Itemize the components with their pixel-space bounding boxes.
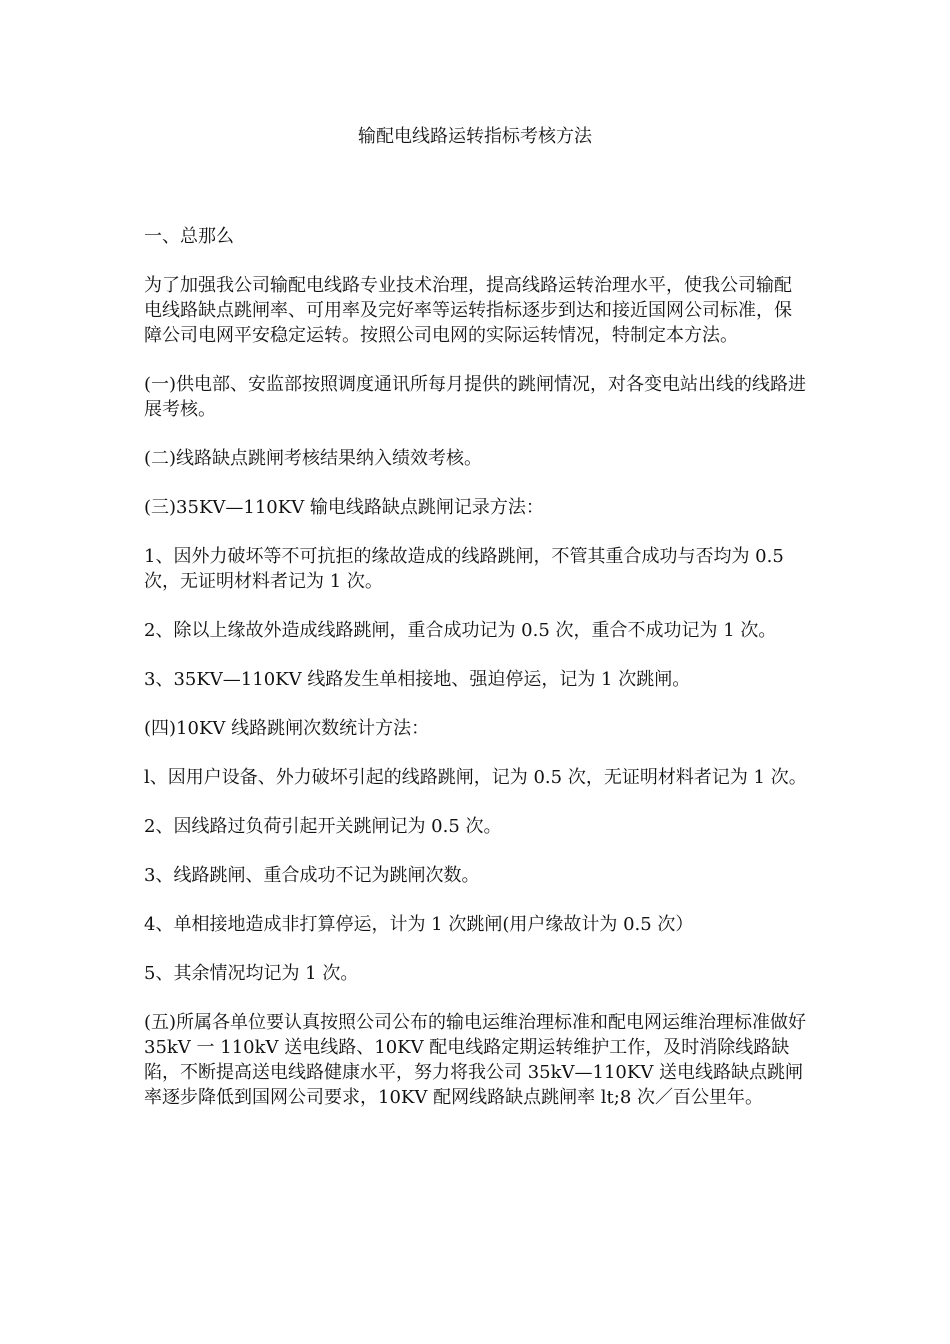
document-title: 输配电线路运转指标考核方法 bbox=[358, 126, 592, 147]
document-body bbox=[144, 224, 808, 1134]
paragraph-rule-3-1: 1、因外力破坏等不可抗拒的缘故造成的线路跳闸，不管其重合成功与否均为 0.5 次，无证明材料者记为 1 次。 bbox=[144, 546, 784, 592]
paragraph-purpose: 为了加强我公司输配电线路专业技术治理，提高线路运转治理水平，使我公司输配电线路缺点跳闸率、可用率及完好率等运转指标逐步到达和接近国网公司标准，保障公司电网平安稳定运转。按照公司电网的实际运转情况，特制定本方法。 bbox=[144, 275, 792, 346]
paragraph-rule-4-1: l、因用户设备、外力破坏引起的线路跳闸，记为 0.5 次，无证明材料者记为 1 次。 bbox=[144, 767, 807, 788]
paragraph-rule-3-2: 2、除以上缘故外造成线路跳闸，重合成功记为 0.5 次，重合不成功记为 1 次。 bbox=[144, 620, 777, 641]
section-heading-general: 一、总那么 bbox=[144, 226, 234, 247]
paragraph-rule-4-3: 3、线路跳闸、重合成功不记为跳闸次数。 bbox=[144, 865, 480, 886]
paragraph-item-2: (二)线路缺点跳闸考核结果纳入绩效考核。 bbox=[144, 448, 483, 469]
paragraph-rule-4-4: 4、单相接地造成非打算停运，计为 1 次跳闸(用户缘故计为 0.5 次） bbox=[144, 914, 694, 935]
paragraph-item-5: (五)所属各单位要认真按照公司公布的输电运维治理标准和配电网运维治理标准做好 35kV 一 110kV 送电线路、10KV 配电线路定期运转维护工作，及时消除线路缺陷，不断提高送电线路健康水平，努力将我公司 35kV—110KV 送电线路缺点跳闸率逐步降低到国网公司要求，10KV 配网线路缺点跳闸率 lt;8 次／百公里年。 bbox=[144, 1012, 807, 1108]
paragraph-rule-4-5: 5、其余情况均记为 1 次。 bbox=[144, 963, 359, 984]
paragraph-rule-4-2: 2、因线路过负荷引起开关跳闸记为 0.5 次。 bbox=[144, 816, 502, 837]
paragraph-rule-3-3: 3、35KV—110KV 线路发生单相接地、强迫停运，记为 1 次跳闸。 bbox=[144, 669, 691, 690]
paragraph-item-1: (一)供电部、安监部按照调度通讯所每月提供的跳闸情况，对各变电站出线的线路进展考核。 bbox=[144, 374, 807, 420]
paragraph-item-4: (四)10KV 线路跳闸次数统计方法： bbox=[144, 718, 430, 739]
paragraph-item-3: (三)35KV—110KV 输电线路缺点跳闸记录方法： bbox=[144, 497, 544, 518]
